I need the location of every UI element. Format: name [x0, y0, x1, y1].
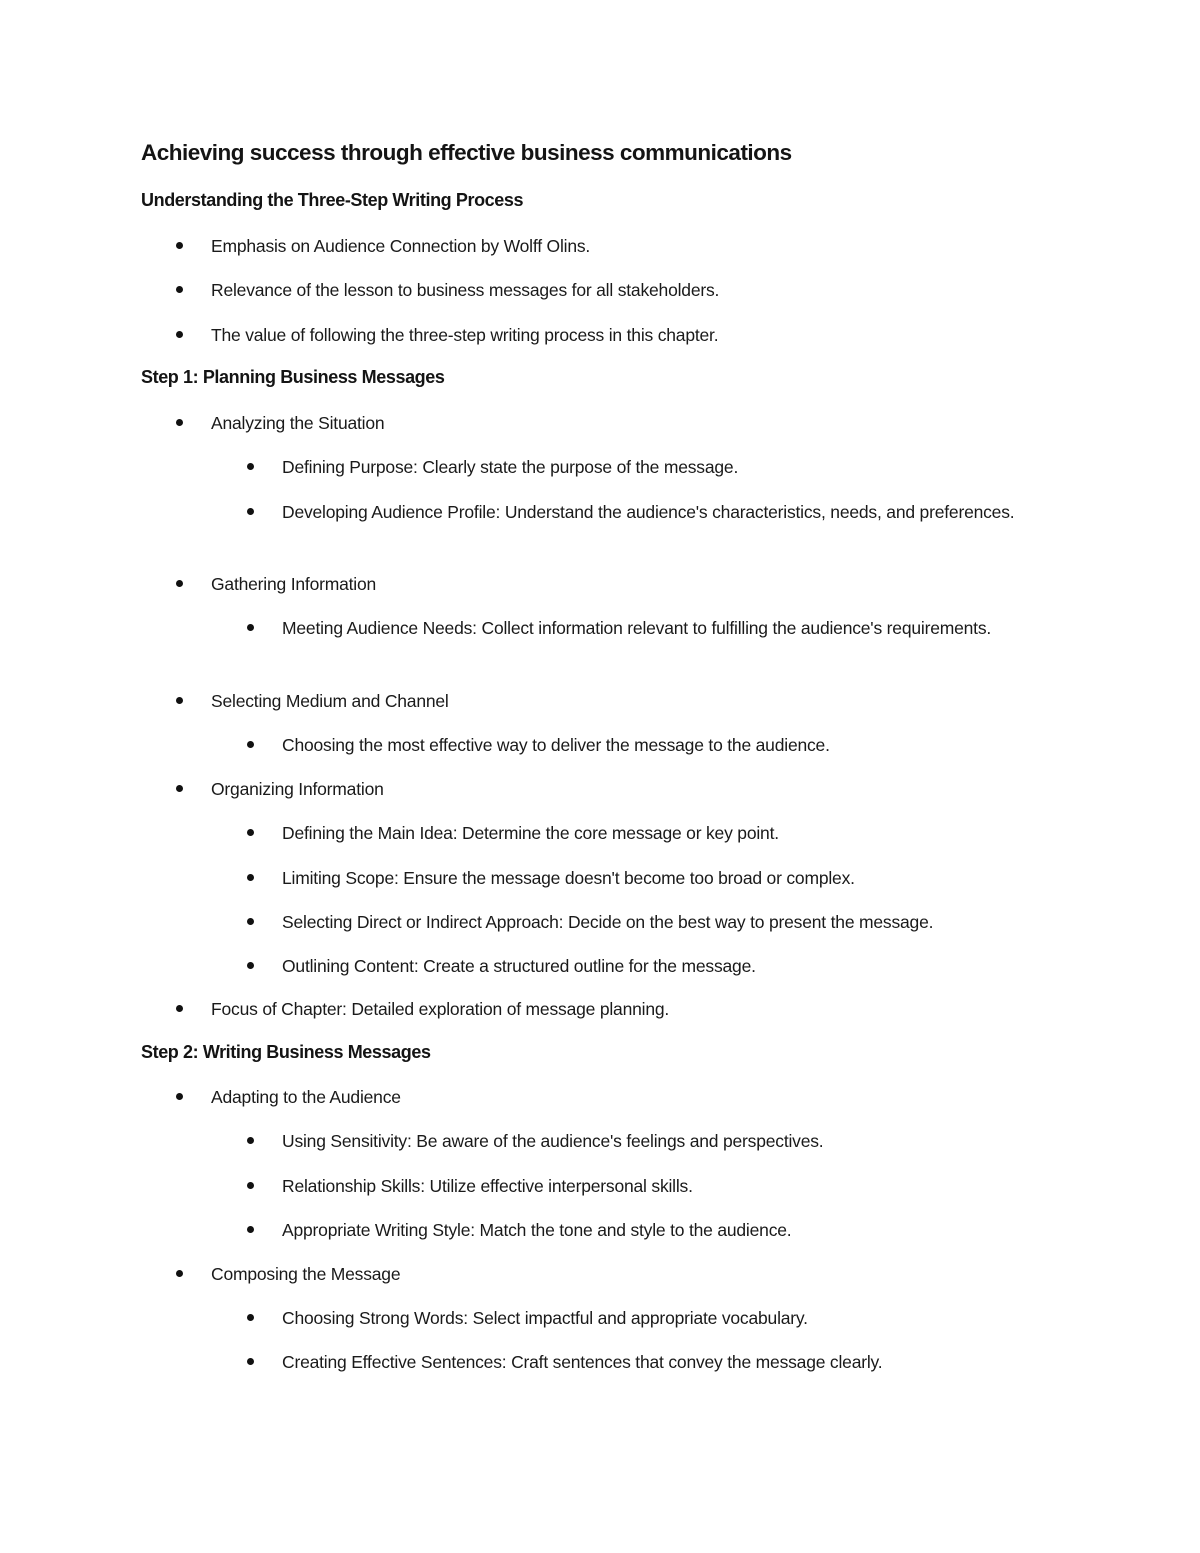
bullet-icon	[247, 1358, 254, 1365]
bullet-icon	[176, 331, 183, 338]
sub-list-item: Developing Audience Profile: Understand the audience's characteristics, needs, and preferences.	[282, 502, 1015, 522]
bullet-icon	[247, 624, 254, 631]
bullet-icon	[176, 242, 183, 249]
list-item: Relevance of the lesson to business messages for all stakeholders.	[211, 280, 720, 300]
bullet-icon	[176, 286, 183, 293]
sub-list-item: Relationship Skills: Utilize effective interpersonal skills.	[282, 1176, 693, 1196]
sub-list-item: Selecting Direct or Indirect Approach: Decide on the best way to present the message.	[282, 912, 934, 932]
section-heading: Step 2: Writing Business Messages	[141, 1042, 431, 1062]
bullet-icon	[247, 508, 254, 515]
section-heading: Understanding the Three-Step Writing Process	[141, 190, 524, 210]
sub-list-item: Defining the Main Idea: Determine the core message or key point.	[282, 823, 779, 843]
section-heading: Step 1: Planning Business Messages	[141, 367, 445, 387]
document-title: Achieving success through effective business communications	[141, 140, 792, 165]
list-item: Gathering Information	[211, 574, 377, 594]
bullet-icon	[176, 1270, 183, 1277]
sub-list-item: Using Sensitivity: Be aware of the audience's feelings and perspectives.	[282, 1131, 824, 1151]
bullet-icon	[176, 419, 183, 426]
list-item: Focus of Chapter: Detailed exploration of message planning.	[211, 999, 670, 1019]
bullet-icon	[247, 1226, 254, 1233]
sub-list-item: Appropriate Writing Style: Match the tone and style to the audience.	[282, 1220, 792, 1240]
bullet-icon	[176, 785, 183, 792]
bullet-icon	[176, 1093, 183, 1100]
bullet-icon	[247, 829, 254, 836]
bullet-icon	[247, 1137, 254, 1144]
bullet-icon	[247, 741, 254, 748]
list-item: Adapting to the Audience	[211, 1087, 401, 1107]
bullet-icon	[247, 1182, 254, 1189]
bullet-icon	[247, 918, 254, 925]
bullet-icon	[247, 463, 254, 470]
bullet-icon	[176, 1005, 183, 1012]
list-item: The value of following the three-step writing process in this chapter.	[211, 325, 719, 345]
sub-list-item: Outlining Content: Create a structured outline for the message.	[282, 956, 756, 976]
list-item: Selecting Medium and Channel	[211, 691, 449, 711]
sub-list-item: Choosing the most effective way to deliver the message to the audience.	[282, 735, 830, 755]
sub-list-item: Choosing Strong Words: Select impactful and appropriate vocabulary.	[282, 1308, 808, 1328]
sub-list-item: Defining Purpose: Clearly state the purpose of the message.	[282, 457, 739, 477]
bullet-icon	[247, 874, 254, 881]
bullet-icon	[247, 1314, 254, 1321]
bullet-icon	[176, 697, 183, 704]
list-item: Analyzing the Situation	[211, 413, 385, 433]
sub-list-item: Limiting Scope: Ensure the message doesn't become too broad or complex.	[282, 868, 855, 888]
list-item: Composing the Message	[211, 1264, 401, 1284]
bullet-icon	[247, 962, 254, 969]
bullet-icon	[176, 580, 183, 587]
list-item: Organizing Information	[211, 779, 384, 799]
sub-list-item: Creating Effective Sentences: Craft sentences that convey the message clearly.	[282, 1352, 883, 1372]
sub-list-item: Meeting Audience Needs: Collect information relevant to fulfilling the audience's requirements.	[282, 618, 992, 638]
list-item: Emphasis on Audience Connection by Wolff Olins.	[211, 236, 591, 256]
